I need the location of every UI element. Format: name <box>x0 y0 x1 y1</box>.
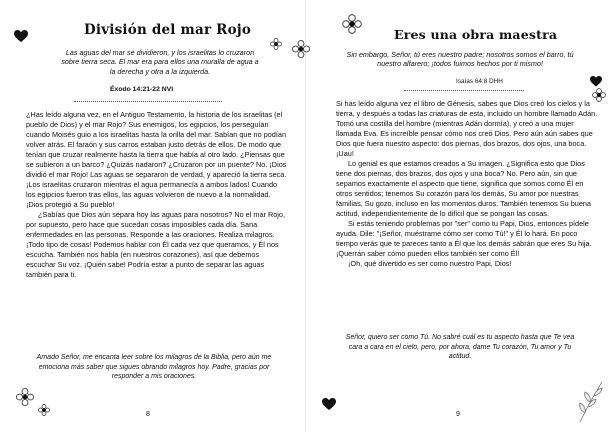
flower-icon <box>38 404 50 416</box>
left-page-body <box>26 110 288 280</box>
right-paragraph-3: Si estás teniendo problemas por "ser" como tu Papi, Dios, entonces pídele ayuda. Dile: "¡Señor, muéstrame cómo ser como Tú!" y Él lo hará. En poco tiempo verás que te pareces tanto a Él que los demás sabrán que eres Su hija. ¡Querrán saber cómo pueden ellos también ser como Él! <box>336 219 592 258</box>
leaf-sprig-icon <box>576 380 606 424</box>
right-page <box>306 0 612 432</box>
right-page-verse: Sin embargo, Señor, tú eres nuestro padre; nosotros somos el barro, tú nuestro alfarero; ¡todos fuimos hechos por ti mismo! <box>346 50 574 69</box>
flower-icon <box>292 40 310 58</box>
right-page-title: Eres una obra maestra <box>394 27 558 42</box>
left-paragraph-1: ¿Has leído alguna vez, en el Antiguo Testamento, la historia de los israelitas (el pueblo de Dios) y el mar Rojo? Sus enemigos, los egipcios, los perseguían cuando Moisés guio a los israelitas hasta la orilla del mar. Sabían que no podían volver atrás. El faraón y sus carros estaban justo detrás de ellos. De modo que tenían que cruzar realmente hasta la tierra que había al otro lado. ¿Piensas que se subieron a un barco? ¿Quizás nadaron? ¿Cruzaron por un puente? No. ¡Dios dividió el mar Rojo! Las aguas se separaron de verdad, y apareció la tierra seca. ¡Los israelitas cruzaron mientras el agua permanecía a ambos lados! Cuando los egipcios fueron tras ellos, las aguas volvieron de nuevo a la normalidad. ¡Dios protegió a Su pueblo! <box>26 110 287 209</box>
right-paragraph-1: Si has leído alguna vez el libro de Génesis, sabes que Dios creó los cielos y la tierra, y después a todas las criaturas de esta, incluido un hombre llamado Adán. Tomó una costilla del hombre (mientras Adán dormía), y creó a una mujer llamada Eva. Es increíble pensar cómo nos creó Dios. Pero aún aún sabes que Dios que fuera nuestro aspecto: dos piernas, dos brazos, dos ojos, una boca. ¡Uau! <box>336 99 598 158</box>
right-page-verse-ref: Isaías 64:8 DHH <box>456 78 503 85</box>
left-page-verse-ref: Éxodo 14:21-22 NVI <box>110 86 174 93</box>
heart-icon <box>14 30 28 43</box>
right-paragraph-4: ¡Oh, qué divertido es ser como nuestro Papi, Dios! <box>348 259 512 268</box>
right-page-number: 9 <box>456 411 460 418</box>
left-page-number: 8 <box>146 411 150 418</box>
right-page-body <box>336 99 598 269</box>
flower-icon <box>16 388 34 406</box>
left-page-divider <box>74 101 222 102</box>
right-paragraph-2: Lo genial es que estamos creados a Su imagen. ¿Significa esto que Dios tiene dos piernas, dos brazos, dos ojos y una boca? No. Pero aún, sin que sepamos exactamente el aspecto que tiene, significa que somos como Él en otros sentidos; tenemos Su corazón para los demás, Su amor por nuestras familias, Su gozo, incluso en los momentos duros. También tenemos Su buena actitud, independientemente de lo difícil que se pongan las cosas. <box>336 159 591 218</box>
heart-icon <box>322 398 336 411</box>
right-page-prayer: Señor, quiero ser como Tú. No sabré cuál es tu aspecto hasta que Te vea cara a cara en el cielo, pero, por ahora, dame Tu corazón, Tu amor y Tu actitud. <box>345 334 575 361</box>
left-paragraph-2: ¿Sabías que Dios aún separa hoy las aguas para nosotros? No el mar Rojo, por supuesto, pero hace que sucedan cosas imposibles cada día. Sana enfermedades en las personas. Responde a las oraciones. Realiza milagros. ¡Todo tipo de cosas! Podemos hablar con Él cada vez que queramos, y Él nos escucha. También nos habla (en nuestros corazones), así que debemos escuchar Su voz. ¡Quién sabe! Podría estar a punto de separar las aguas también para ti. <box>26 210 286 279</box>
flower-icon <box>592 88 606 102</box>
right-page-divider <box>404 90 524 91</box>
left-page-prayer: Amado Señor, me encanta leer sobre los milagros de la Biblia, pero aún me emociona más saber que sigues obrando milagros hoy. Padre, gracias por responder a mis oraciones. <box>36 354 272 381</box>
flower-icon <box>270 38 282 50</box>
left-page-verse: Las aguas del mar se dividieron, y los israelitas lo cruzaron sobre tierra seca. El mar era para ellos una muralla de agua a la derecha y otra a la izquierda. <box>61 48 259 76</box>
heart-icon <box>590 76 602 87</box>
left-page-title: División del mar Rojo <box>84 22 252 38</box>
flower-icon <box>342 14 362 34</box>
